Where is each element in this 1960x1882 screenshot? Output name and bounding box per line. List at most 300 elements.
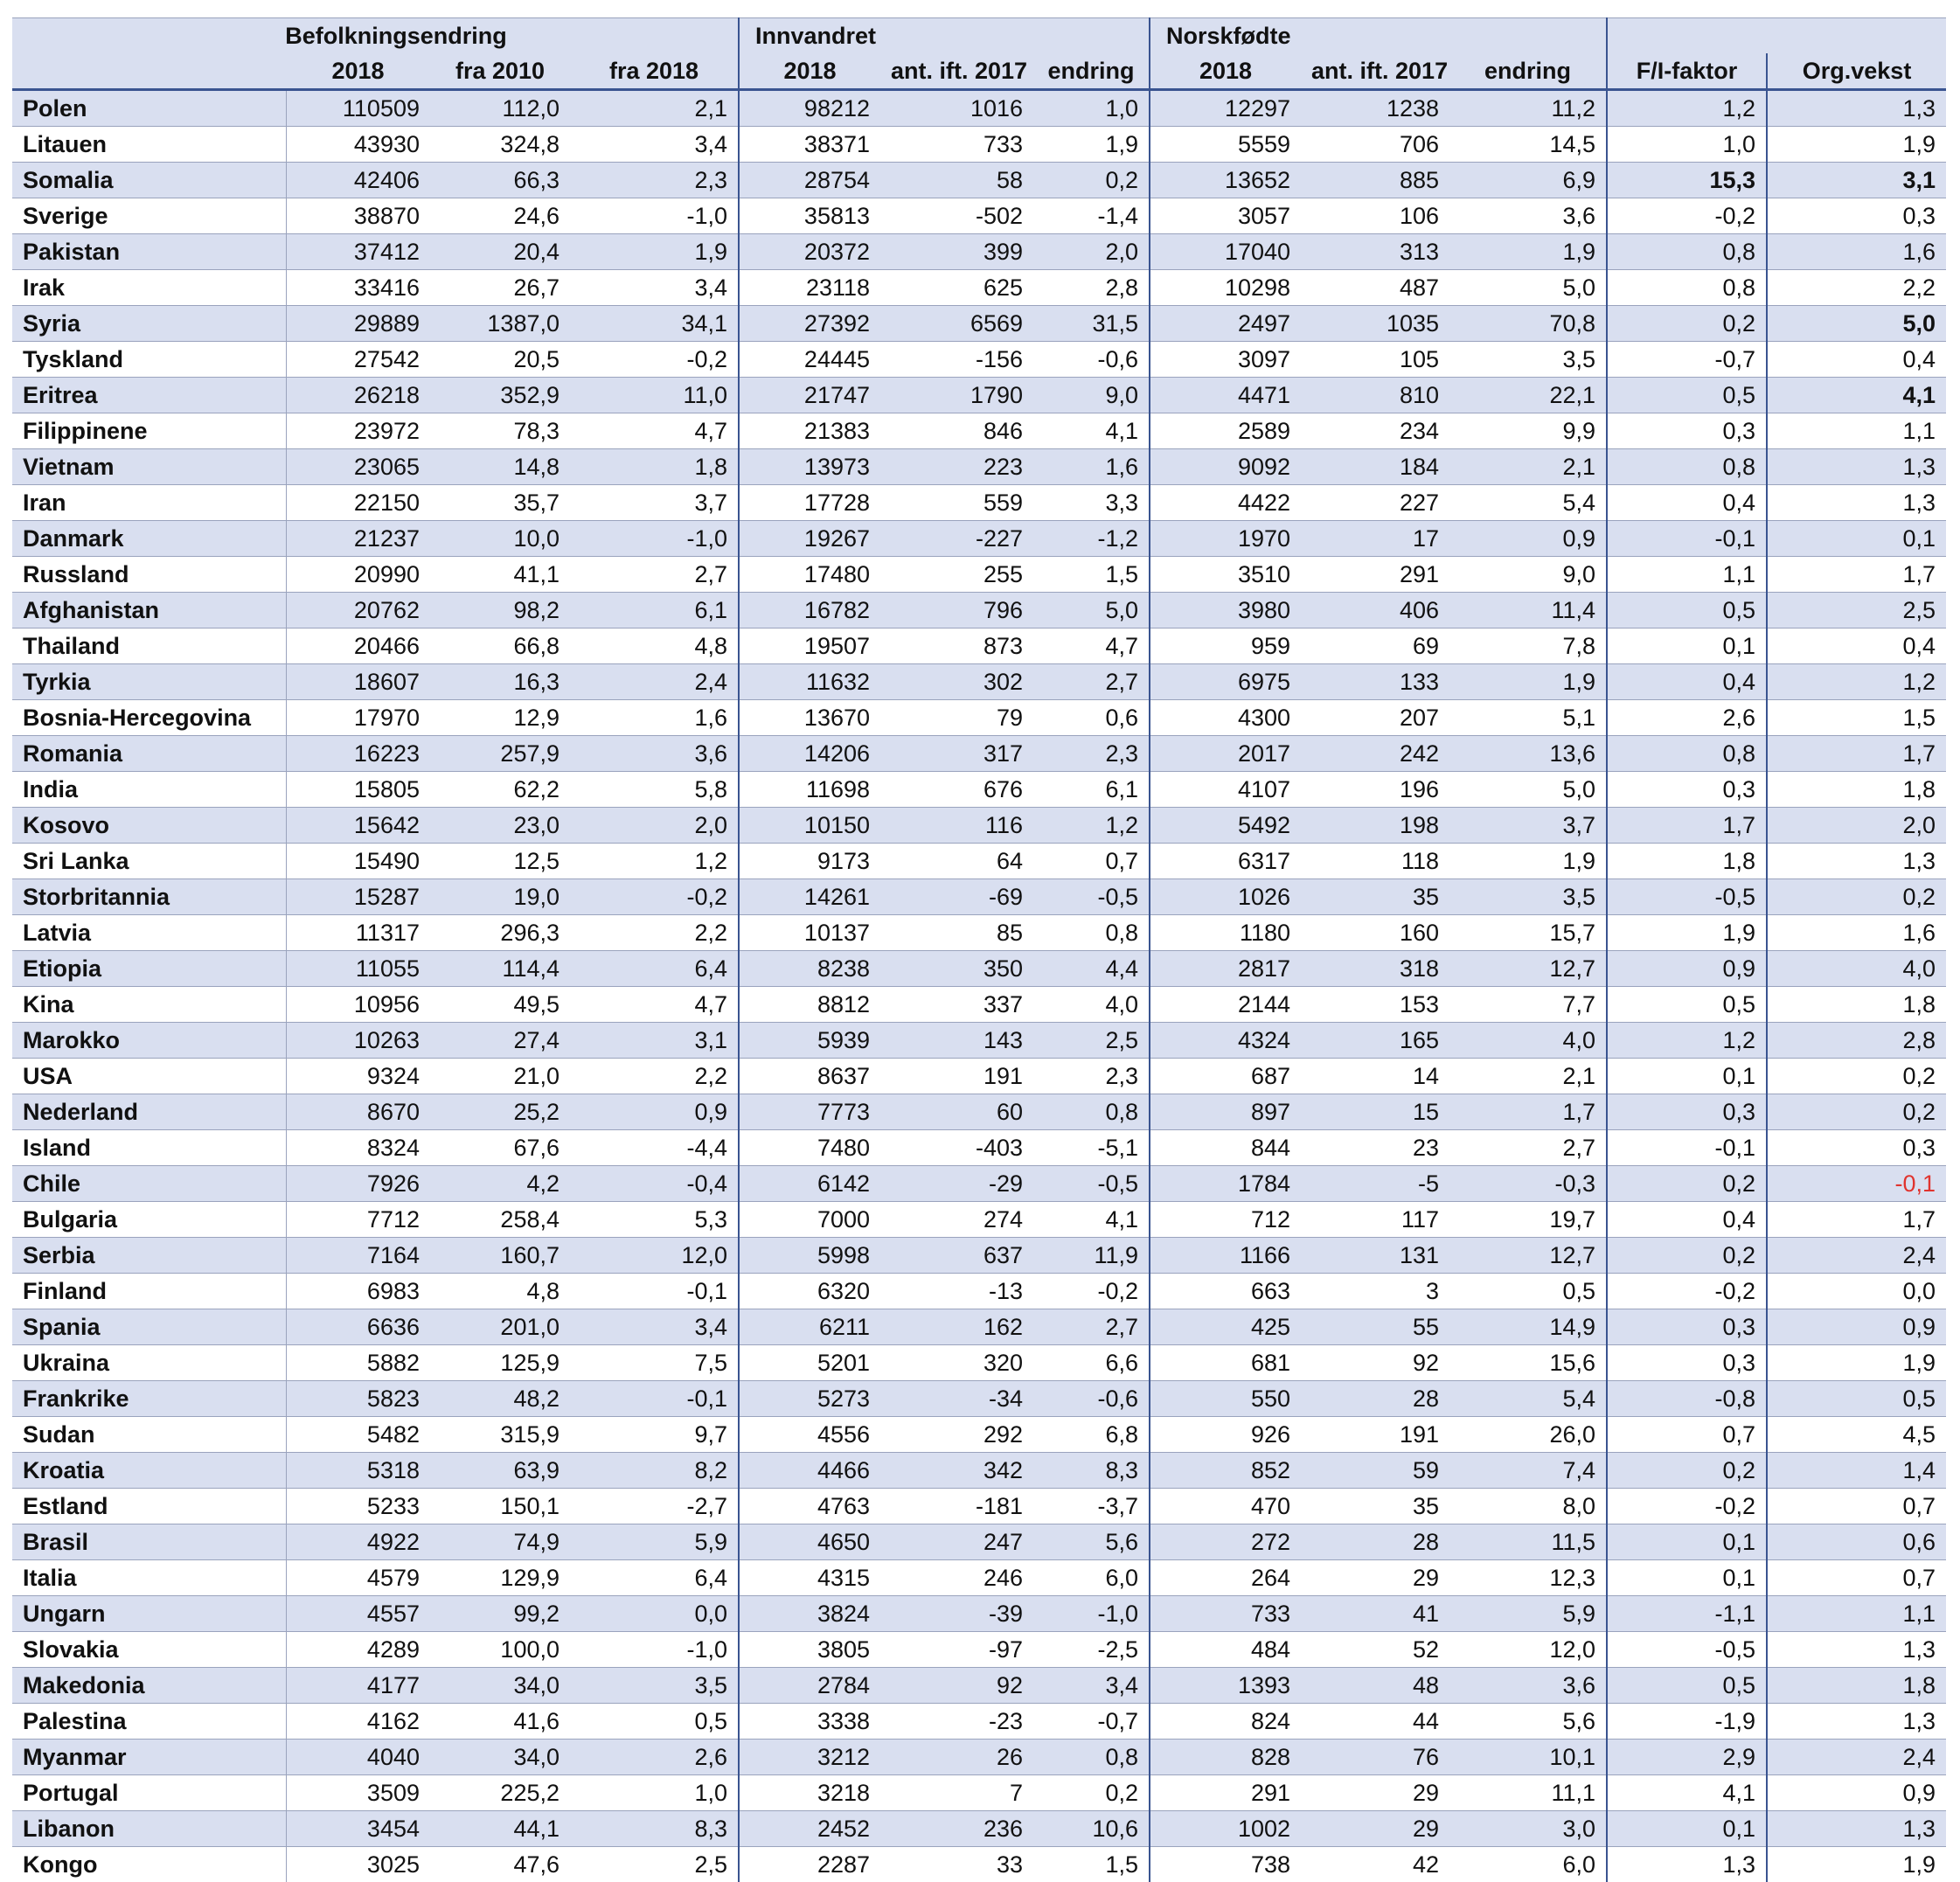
- cell-norskfodte-2018: 4107: [1150, 772, 1301, 808]
- cell-norskfodte-endring: 14,5: [1449, 127, 1607, 163]
- cell-befolkning-2018: 22150: [286, 485, 430, 521]
- cell-norskfodte-ant: 44: [1301, 1704, 1449, 1740]
- cell-innvandret-endring: 0,8: [1033, 915, 1150, 951]
- cell-norskfodte-endring: 3,0: [1449, 1811, 1607, 1847]
- cell-fra-2010: 34,0: [430, 1668, 570, 1704]
- cell-innvandret-endring: 8,3: [1033, 1453, 1150, 1489]
- cell-fra-2010: 20,5: [430, 342, 570, 378]
- cell-innvandret-2018: 5998: [739, 1238, 880, 1274]
- cell-befolkning-2018: 4040: [286, 1740, 430, 1775]
- cell-fra-2010: 23,0: [430, 808, 570, 844]
- cell-norskfodte-2018: 681: [1150, 1345, 1301, 1381]
- cell-fra-2018: -0,1: [570, 1381, 739, 1417]
- cell-country: Iran: [12, 485, 286, 521]
- table-row: [12, 127, 1946, 163]
- cell-fra-2018: 9,7: [570, 1417, 739, 1453]
- cell-country: Ungarn: [12, 1596, 286, 1632]
- cell-fra-2018: -1,0: [570, 198, 739, 234]
- table-row: [12, 1596, 1946, 1632]
- cell-country: Slovakia: [12, 1632, 286, 1668]
- cell-fra-2010: 34,0: [430, 1740, 570, 1775]
- cell-norskfodte-endring: 12,0: [1449, 1632, 1607, 1668]
- cell-norskfodte-ant: 42: [1301, 1847, 1449, 1882]
- cell-fi-faktor: -0,1: [1607, 521, 1767, 557]
- cell-innvandret-endring: 1,2: [1033, 808, 1150, 844]
- cell-innvandret-ant: -227: [880, 521, 1033, 557]
- cell-fi-faktor: 0,8: [1607, 270, 1767, 306]
- cell-innvandret-ant: 92: [880, 1668, 1033, 1704]
- table-row: [12, 1453, 1946, 1489]
- cell-org-vekst: 1,1: [1767, 413, 1946, 449]
- cell-fi-faktor: 1,9: [1607, 915, 1767, 951]
- cell-innvandret-ant: 162: [880, 1309, 1033, 1345]
- cell-innvandret-endring: -0,5: [1033, 1166, 1150, 1202]
- cell-innvandret-2018: 4556: [739, 1417, 880, 1453]
- cell-norskfodte-endring: 3,7: [1449, 808, 1607, 844]
- cell-norskfodte-endring: 11,4: [1449, 593, 1607, 628]
- cell-fra-2010: 98,2: [430, 593, 570, 628]
- cell-norskfodte-ant: 35: [1301, 879, 1449, 915]
- cell-org-vekst: 1,3: [1767, 90, 1946, 127]
- cell-norskfodte-endring: 13,6: [1449, 736, 1607, 772]
- cell-org-vekst: 1,8: [1767, 772, 1946, 808]
- table-row: [12, 1668, 1946, 1704]
- table-row: [12, 1023, 1946, 1059]
- cell-norskfodte-endring: 5,4: [1449, 485, 1607, 521]
- cell-innvandret-2018: 28754: [739, 163, 880, 198]
- cell-befolkning-2018: 29889: [286, 306, 430, 342]
- cell-fra-2018: 2,2: [570, 1059, 739, 1094]
- table-row: [12, 378, 1946, 413]
- group-header-extra: [1607, 18, 1946, 54]
- cell-fra-2010: 14,8: [430, 449, 570, 485]
- cell-fi-faktor: 0,8: [1607, 234, 1767, 270]
- cell-innvandret-ant: 676: [880, 772, 1033, 808]
- cell-fra-2018: -0,1: [570, 1274, 739, 1309]
- cell-befolkning-2018: 10263: [286, 1023, 430, 1059]
- cell-fra-2010: 12,5: [430, 844, 570, 879]
- cell-fra-2010: 44,1: [430, 1811, 570, 1847]
- cell-norskfodte-endring: 19,7: [1449, 1202, 1607, 1238]
- table-row: [12, 951, 1946, 987]
- cell-norskfodte-ant: 28: [1301, 1381, 1449, 1417]
- cell-innvandret-endring: 1,5: [1033, 557, 1150, 593]
- cell-fra-2018: 2,2: [570, 915, 739, 951]
- cell-org-vekst: 0,7: [1767, 1560, 1946, 1596]
- cell-norskfodte-2018: 1166: [1150, 1238, 1301, 1274]
- cell-fra-2010: 66,8: [430, 628, 570, 664]
- cell-org-vekst: 1,6: [1767, 915, 1946, 951]
- cell-fi-faktor: 0,1: [1607, 1524, 1767, 1560]
- cell-norskfodte-2018: 9092: [1150, 449, 1301, 485]
- cell-norskfodte-endring: 7,7: [1449, 987, 1607, 1023]
- cell-norskfodte-endring: 3,5: [1449, 879, 1607, 915]
- cell-norskfodte-2018: 1002: [1150, 1811, 1301, 1847]
- cell-country: Latvia: [12, 915, 286, 951]
- cell-innvandret-2018: 19507: [739, 628, 880, 664]
- cell-innvandret-endring: -3,7: [1033, 1489, 1150, 1524]
- cell-country: Sri Lanka: [12, 844, 286, 879]
- table-row: [12, 844, 1946, 879]
- cell-innvandret-ant: 796: [880, 593, 1033, 628]
- cell-country: Makedonia: [12, 1668, 286, 1704]
- cell-befolkning-2018: 3025: [286, 1847, 430, 1882]
- cell-fra-2010: 4,2: [430, 1166, 570, 1202]
- cell-org-vekst: -0,1: [1767, 1166, 1946, 1202]
- cell-fra-2010: 48,2: [430, 1381, 570, 1417]
- cell-org-vekst: 0,2: [1767, 1094, 1946, 1130]
- table-row: [12, 1775, 1946, 1811]
- cell-innvandret-2018: 2287: [739, 1847, 880, 1882]
- cell-org-vekst: 4,0: [1767, 951, 1946, 987]
- cell-innvandret-endring: 2,8: [1033, 270, 1150, 306]
- cell-norskfodte-endring: 1,9: [1449, 234, 1607, 270]
- cell-fra-2010: 160,7: [430, 1238, 570, 1274]
- cell-norskfodte-2018: 1784: [1150, 1166, 1301, 1202]
- cell-country: Bosnia-Hercegovina: [12, 700, 286, 736]
- cell-fi-faktor: 0,2: [1607, 1453, 1767, 1489]
- cell-fi-faktor: -0,2: [1607, 1274, 1767, 1309]
- cell-org-vekst: 1,7: [1767, 557, 1946, 593]
- cell-country: Tyskland: [12, 342, 286, 378]
- cell-befolkning-2018: 23065: [286, 449, 430, 485]
- cell-norskfodte-ant: 3: [1301, 1274, 1449, 1309]
- table-row: [12, 413, 1946, 449]
- cell-innvandret-2018: 38371: [739, 127, 880, 163]
- cell-org-vekst: 1,3: [1767, 844, 1946, 879]
- cell-fi-faktor: -1,9: [1607, 1704, 1767, 1740]
- cell-fi-faktor: -0,8: [1607, 1381, 1767, 1417]
- cell-fra-2018: 5,8: [570, 772, 739, 808]
- table-row: [12, 1417, 1946, 1453]
- cell-fi-faktor: 0,5: [1607, 987, 1767, 1023]
- cell-innvandret-endring: -1,0: [1033, 1596, 1150, 1632]
- cell-innvandret-2018: 21747: [739, 378, 880, 413]
- cell-fi-faktor: 2,9: [1607, 1740, 1767, 1775]
- column-header-innvandret-ant: ant. ift. 2017: [880, 53, 1033, 90]
- cell-befolkning-2018: 11055: [286, 951, 430, 987]
- cell-norskfodte-ant: 17: [1301, 521, 1449, 557]
- cell-fra-2018: -2,7: [570, 1489, 739, 1524]
- cell-fi-faktor: 1,3: [1607, 1847, 1767, 1882]
- cell-innvandret-2018: 23118: [739, 270, 880, 306]
- table-row: [12, 234, 1946, 270]
- cell-fra-2010: 4,8: [430, 1274, 570, 1309]
- cell-norskfodte-2018: 13652: [1150, 163, 1301, 198]
- cell-country: Polen: [12, 90, 286, 127]
- cell-org-vekst: 2,0: [1767, 808, 1946, 844]
- cell-fra-2018: 1,8: [570, 449, 739, 485]
- cell-norskfodte-2018: 3510: [1150, 557, 1301, 593]
- cell-befolkning-2018: 20466: [286, 628, 430, 664]
- cell-innvandret-ant: 625: [880, 270, 1033, 306]
- cell-country: Island: [12, 1130, 286, 1166]
- cell-fra-2018: 1,0: [570, 1775, 739, 1811]
- group-header-innvandret: Innvandret: [739, 18, 1150, 54]
- cell-norskfodte-2018: 687: [1150, 1059, 1301, 1094]
- cell-org-vekst: 0,2: [1767, 879, 1946, 915]
- column-header-norskfodte-2018: 2018: [1150, 53, 1301, 90]
- cell-innvandret-endring: 0,7: [1033, 844, 1150, 879]
- cell-fra-2010: 41,1: [430, 557, 570, 593]
- cell-innvandret-2018: 17480: [739, 557, 880, 593]
- cell-fra-2018: 11,0: [570, 378, 739, 413]
- cell-country: Etiopia: [12, 951, 286, 987]
- cell-fi-faktor: 0,8: [1607, 449, 1767, 485]
- cell-org-vekst: 0,2: [1767, 1059, 1946, 1094]
- cell-norskfodte-2018: 712: [1150, 1202, 1301, 1238]
- cell-innvandret-2018: 9173: [739, 844, 880, 879]
- cell-innvandret-endring: 3,3: [1033, 485, 1150, 521]
- cell-norskfodte-endring: 11,2: [1449, 90, 1607, 127]
- cell-befolkning-2018: 9324: [286, 1059, 430, 1094]
- cell-innvandret-2018: 4466: [739, 1453, 880, 1489]
- cell-befolkning-2018: 18607: [286, 664, 430, 700]
- cell-innvandret-2018: 16782: [739, 593, 880, 628]
- cell-befolkning-2018: 7926: [286, 1166, 430, 1202]
- cell-norskfodte-ant: 106: [1301, 198, 1449, 234]
- column-header-norskfodte-endring: endring: [1449, 53, 1607, 90]
- cell-innvandret-ant: 1790: [880, 378, 1033, 413]
- cell-norskfodte-endring: 8,0: [1449, 1489, 1607, 1524]
- cell-innvandret-2018: 7000: [739, 1202, 880, 1238]
- cell-innvandret-2018: 7773: [739, 1094, 880, 1130]
- table-row: [12, 736, 1946, 772]
- cell-norskfodte-endring: 22,1: [1449, 378, 1607, 413]
- cell-fi-faktor: 1,2: [1607, 90, 1767, 127]
- cell-innvandret-endring: 0,6: [1033, 700, 1150, 736]
- cell-fra-2010: 258,4: [430, 1202, 570, 1238]
- cell-norskfodte-2018: 4324: [1150, 1023, 1301, 1059]
- cell-norskfodte-endring: -0,3: [1449, 1166, 1607, 1202]
- cell-innvandret-2018: 3805: [739, 1632, 880, 1668]
- cell-norskfodte-ant: 118: [1301, 844, 1449, 879]
- cell-norskfodte-endring: 5,0: [1449, 772, 1607, 808]
- cell-country: Finland: [12, 1274, 286, 1309]
- cell-fi-faktor: 1,2: [1607, 1023, 1767, 1059]
- cell-fi-faktor: 0,5: [1607, 1668, 1767, 1704]
- table-row: [12, 163, 1946, 198]
- cell-innvandret-ant: 733: [880, 127, 1033, 163]
- cell-fra-2010: 63,9: [430, 1453, 570, 1489]
- column-header-fra-2018: fra 2018: [570, 53, 739, 90]
- cell-innvandret-endring: -0,5: [1033, 879, 1150, 915]
- cell-norskfodte-2018: 470: [1150, 1489, 1301, 1524]
- cell-norskfodte-endring: 6,9: [1449, 163, 1607, 198]
- cell-fra-2010: 112,0: [430, 90, 570, 127]
- cell-org-vekst: 1,3: [1767, 449, 1946, 485]
- cell-befolkning-2018: 42406: [286, 163, 430, 198]
- cell-fra-2018: 6,4: [570, 951, 739, 987]
- cell-norskfodte-ant: 41: [1301, 1596, 1449, 1632]
- cell-innvandret-2018: 5201: [739, 1345, 880, 1381]
- cell-befolkning-2018: 3509: [286, 1775, 430, 1811]
- cell-org-vekst: 0,7: [1767, 1489, 1946, 1524]
- cell-fra-2010: 49,5: [430, 987, 570, 1023]
- cell-fi-faktor: -0,2: [1607, 198, 1767, 234]
- cell-fi-faktor: 1,7: [1607, 808, 1767, 844]
- cell-innvandret-ant: 292: [880, 1417, 1033, 1453]
- cell-innvandret-2018: 3338: [739, 1704, 880, 1740]
- cell-norskfodte-ant: 133: [1301, 664, 1449, 700]
- cell-innvandret-endring: 6,1: [1033, 772, 1150, 808]
- cell-org-vekst: 5,0: [1767, 306, 1946, 342]
- cell-norskfodte-ant: 706: [1301, 127, 1449, 163]
- cell-innvandret-2018: 3212: [739, 1740, 880, 1775]
- cell-innvandret-endring: 6,0: [1033, 1560, 1150, 1596]
- cell-innvandret-ant: 317: [880, 736, 1033, 772]
- table-row: [12, 1274, 1946, 1309]
- cell-befolkning-2018: 15287: [286, 879, 430, 915]
- cell-fi-faktor: 0,3: [1607, 413, 1767, 449]
- cell-fra-2010: 125,9: [430, 1345, 570, 1381]
- table-row: [12, 1130, 1946, 1166]
- cell-norskfodte-2018: 264: [1150, 1560, 1301, 1596]
- cell-innvandret-endring: 2,5: [1033, 1023, 1150, 1059]
- cell-befolkning-2018: 5233: [286, 1489, 430, 1524]
- cell-befolkning-2018: 4579: [286, 1560, 430, 1596]
- cell-norskfodte-endring: 1,9: [1449, 664, 1607, 700]
- cell-norskfodte-ant: 29: [1301, 1811, 1449, 1847]
- cell-fi-faktor: 0,3: [1607, 1094, 1767, 1130]
- cell-norskfodte-ant: 92: [1301, 1345, 1449, 1381]
- cell-fra-2010: 21,0: [430, 1059, 570, 1094]
- cell-fra-2018: 2,7: [570, 557, 739, 593]
- cell-country: Myanmar: [12, 1740, 286, 1775]
- table-row: [12, 1238, 1946, 1274]
- cell-norskfodte-ant: 55: [1301, 1309, 1449, 1345]
- cell-fra-2018: 6,1: [570, 593, 739, 628]
- cell-fra-2018: 1,6: [570, 700, 739, 736]
- table-row: [12, 521, 1946, 557]
- cell-befolkning-2018: 27542: [286, 342, 430, 378]
- cell-fra-2010: 35,7: [430, 485, 570, 521]
- cell-country: Brasil: [12, 1524, 286, 1560]
- cell-norskfodte-ant: 196: [1301, 772, 1449, 808]
- cell-befolkning-2018: 8670: [286, 1094, 430, 1130]
- cell-org-vekst: 0,6: [1767, 1524, 1946, 1560]
- cell-fi-faktor: -0,7: [1607, 342, 1767, 378]
- column-header-innvandret-endring: endring: [1033, 53, 1150, 90]
- cell-innvandret-endring: 10,6: [1033, 1811, 1150, 1847]
- cell-norskfodte-ant: 28: [1301, 1524, 1449, 1560]
- cell-innvandret-ant: -97: [880, 1632, 1033, 1668]
- cell-innvandret-endring: -0,6: [1033, 342, 1150, 378]
- table-row: [12, 628, 1946, 664]
- cell-fra-2018: 34,1: [570, 306, 739, 342]
- cell-fra-2010: 150,1: [430, 1489, 570, 1524]
- cell-norskfodte-ant: 29: [1301, 1560, 1449, 1596]
- cell-org-vekst: 1,4: [1767, 1453, 1946, 1489]
- cell-fra-2018: 5,9: [570, 1524, 739, 1560]
- cell-org-vekst: 1,8: [1767, 987, 1946, 1023]
- cell-innvandret-ant: 274: [880, 1202, 1033, 1238]
- cell-befolkning-2018: 15805: [286, 772, 430, 808]
- cell-befolkning-2018: 15642: [286, 808, 430, 844]
- column-header-row: [12, 53, 1946, 90]
- cell-norskfodte-2018: 897: [1150, 1094, 1301, 1130]
- cell-org-vekst: 2,4: [1767, 1238, 1946, 1274]
- cell-country: Frankrike: [12, 1381, 286, 1417]
- cell-country: Marokko: [12, 1023, 286, 1059]
- cell-fra-2010: 257,9: [430, 736, 570, 772]
- cell-fra-2018: 12,0: [570, 1238, 739, 1274]
- cell-fra-2010: 27,4: [430, 1023, 570, 1059]
- table-row: [12, 1309, 1946, 1345]
- table-row: [12, 1740, 1946, 1775]
- cell-norskfodte-2018: 4471: [1150, 378, 1301, 413]
- cell-innvandret-ant: 637: [880, 1238, 1033, 1274]
- cell-fra-2010: 12,9: [430, 700, 570, 736]
- cell-befolkning-2018: 38870: [286, 198, 430, 234]
- cell-befolkning-2018: 5318: [286, 1453, 430, 1489]
- cell-norskfodte-2018: 17040: [1150, 234, 1301, 270]
- cell-innvandret-endring: 1,5: [1033, 1847, 1150, 1882]
- cell-innvandret-ant: 33: [880, 1847, 1033, 1882]
- cell-norskfodte-endring: 2,1: [1449, 449, 1607, 485]
- cell-innvandret-endring: -1,4: [1033, 198, 1150, 234]
- cell-befolkning-2018: 37412: [286, 234, 430, 270]
- cell-norskfodte-2018: 1026: [1150, 879, 1301, 915]
- cell-norskfodte-endring: 70,8: [1449, 306, 1607, 342]
- table-row: [12, 90, 1946, 127]
- cell-fra-2010: 99,2: [430, 1596, 570, 1632]
- cell-norskfodte-2018: 2589: [1150, 413, 1301, 449]
- cell-norskfodte-ant: 291: [1301, 557, 1449, 593]
- cell-org-vekst: 2,4: [1767, 1740, 1946, 1775]
- cell-country: Kongo: [12, 1847, 286, 1882]
- cell-norskfodte-2018: 10298: [1150, 270, 1301, 306]
- cell-norskfodte-2018: 484: [1150, 1632, 1301, 1668]
- cell-norskfodte-2018: 2144: [1150, 987, 1301, 1023]
- table-row: [12, 879, 1946, 915]
- cell-norskfodte-endring: 2,7: [1449, 1130, 1607, 1166]
- cell-fra-2018: 2,1: [570, 90, 739, 127]
- cell-fra-2018: -4,4: [570, 1130, 739, 1166]
- cell-fra-2010: 74,9: [430, 1524, 570, 1560]
- table-row: [12, 198, 1946, 234]
- cell-country: Pakistan: [12, 234, 286, 270]
- cell-fi-faktor: 0,8: [1607, 736, 1767, 772]
- column-header-innvandret-2018: 2018: [739, 53, 880, 90]
- cell-norskfodte-2018: 1970: [1150, 521, 1301, 557]
- cell-norskfodte-2018: 733: [1150, 1596, 1301, 1632]
- cell-innvandret-endring: -0,6: [1033, 1381, 1150, 1417]
- cell-norskfodte-ant: 35: [1301, 1489, 1449, 1524]
- cell-norskfodte-endring: 14,9: [1449, 1309, 1607, 1345]
- cell-norskfodte-endring: 12,3: [1449, 1560, 1607, 1596]
- cell-fi-faktor: 0,2: [1607, 306, 1767, 342]
- cell-befolkning-2018: 5823: [286, 1381, 430, 1417]
- cell-innvandret-2018: 5273: [739, 1381, 880, 1417]
- cell-innvandret-endring: 4,0: [1033, 987, 1150, 1023]
- cell-fi-faktor: 0,9: [1607, 951, 1767, 987]
- cell-innvandret-endring: 5,0: [1033, 593, 1150, 628]
- cell-innvandret-ant: 60: [880, 1094, 1033, 1130]
- cell-innvandret-ant: 85: [880, 915, 1033, 951]
- cell-fi-faktor: 0,4: [1607, 1202, 1767, 1238]
- cell-innvandret-endring: 6,8: [1033, 1417, 1150, 1453]
- table-row: [12, 664, 1946, 700]
- cell-fra-2018: -1,0: [570, 1632, 739, 1668]
- cell-org-vekst: 0,3: [1767, 1130, 1946, 1166]
- cell-norskfodte-endring: 5,6: [1449, 1704, 1607, 1740]
- cell-befolkning-2018: 20762: [286, 593, 430, 628]
- cell-innvandret-ant: 559: [880, 485, 1033, 521]
- cell-fra-2018: 2,3: [570, 163, 739, 198]
- cell-befolkning-2018: 21237: [286, 521, 430, 557]
- cell-norskfodte-2018: 272: [1150, 1524, 1301, 1560]
